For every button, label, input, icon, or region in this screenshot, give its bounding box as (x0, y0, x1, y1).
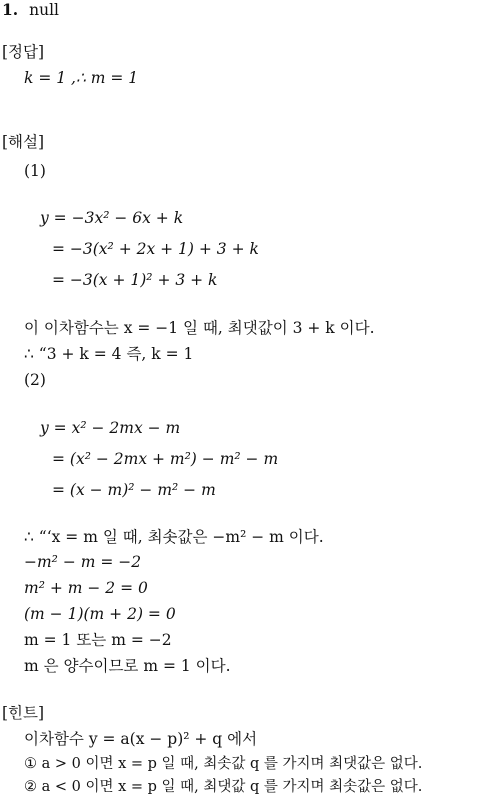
solution-text-1: 이 이차함수는 x = −1 일 때, 최댓값이 3 + k 이다. (24, 319, 375, 337)
solution-text-7: m = 1 또는 m = −2 (24, 631, 172, 649)
problem-header (2, 0, 59, 20)
eq2-line-1: y = x² − 2mx − m (40, 419, 181, 437)
problem-number: 1. (2, 0, 19, 19)
hint-header: [힌트] (2, 704, 45, 722)
eq1-line-2: = −3(x² + 2x + 1) + 3 + k (52, 240, 259, 258)
answer-line: k = 1 ,∴ m = 1 (24, 69, 139, 87)
hint-line-3: ② a < 0 이면 x = p 일 때, 최댓값 q 를 가지며 최솟값은 없다. (24, 779, 423, 795)
eq2-line-3: = (x − m)² − m² − m (52, 481, 216, 499)
answer-header: [정답] (2, 43, 45, 61)
solution-text-3: ∴ “‘x = m 일 때, 최솟값은 −m² − m 이다. (24, 528, 324, 546)
solution-text-8: m 은 양수이므로 m = 1 이다. (24, 657, 231, 675)
part2-label: (2) (24, 371, 46, 389)
solution-text-4: −m² − m = −2 (24, 553, 142, 571)
eq1-line-3: = −3(x + 1)² + 3 + k (52, 271, 218, 289)
eq1-line-1: y = −3x² − 6x + k (40, 209, 184, 227)
solution-text-2: ∴ “3 + k = 4 즉, k = 1 (24, 345, 194, 363)
hint-line-1: 이차함수 y = a(x − p)² + q 에서 (24, 730, 258, 748)
solution-text-6: (m − 1)(m + 2) = 0 (24, 605, 176, 623)
eq2-line-2: = (x² − 2mx + m²) − m² − m (52, 450, 279, 468)
solution-header: [해설] (2, 133, 45, 151)
solution-text-5: m² + m − 2 = 0 (24, 579, 148, 597)
problem-title: null (29, 1, 60, 19)
part1-label: (1) (24, 162, 46, 180)
hint-line-2: ① a > 0 이면 x = p 일 때, 최솟값 q 를 가지며 최댓값은 없다. (24, 756, 423, 772)
